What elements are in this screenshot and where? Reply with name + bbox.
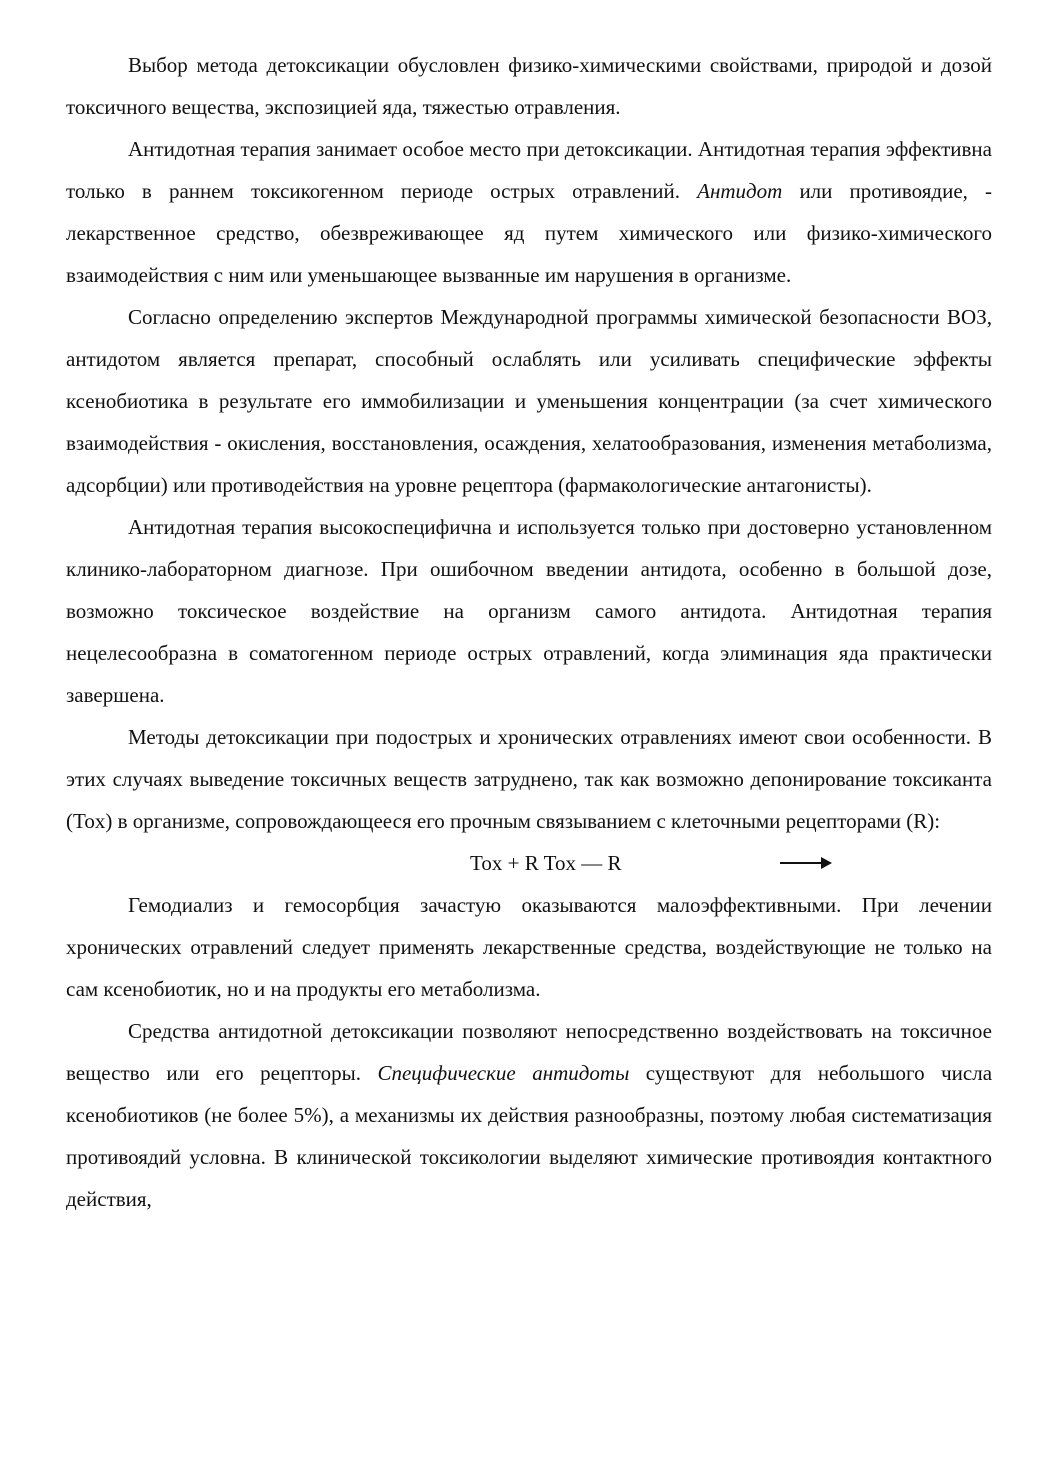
term-specific-antidotes: Специфические антидоты	[377, 1061, 630, 1085]
right-arrow-icon	[780, 856, 832, 870]
paragraph-hemodialysis: Гемодиализ и гемосорбция зачастую оказываются малоэффективными. При лечении хронических отравлений следует применять лекарственные средства, воздействующие не только на сам ксенобиотик, но и на продукты его метаболизма.	[66, 893, 992, 1001]
binding-formula: Tox + R Tox — R	[470, 851, 622, 875]
paragraph-text: Средства антидотной детоксикации позволяют непосредственно воздействовать на токсичное вещество или его рецепторы.	[66, 1019, 992, 1085]
formula-row	[66, 842, 992, 884]
term-antidote: Антидот	[697, 179, 783, 203]
paragraph-text: существуют для небольшого числа ксенобиотиков (не более 5%), а механизмы их действия разнообразны, поэтому любая систематизация противоядий условна. В клинической токсикологии выделяют химические противоядия контактного действия,	[66, 1061, 993, 1211]
paragraph-chronic-poisoning-methods: Методы детоксикации при подострых и хронических отравлениях имеют свои особенности. В этих случаях выведение токсичных веществ затруднено, так как возможно депонирование токсиканта (Tox) в организме, сопровождающееся его прочным связыванием с клеточными рецепторами (R):	[66, 725, 992, 833]
paragraph-text: или противоядие, - лекарственное средство, обезвреживающее яд путем химического или физико-химического взаимодействия с ним или уменьшающее вызванные им нарушения в организме.	[66, 179, 993, 287]
paragraph-detox-method-choice: Выбор метода детоксикации обусловлен физико-химическими свойствами, природой и дозой токсичного вещества, экспозицией яда, тяжестью отравления.	[66, 53, 992, 119]
paragraph-text: Антидотная терапия занимает особое место при детоксикации. Антидотная терапия эффективна только в раннем токсикогенном периоде острых отравлений.	[66, 137, 992, 203]
paragraph-antidote-detox-means	[66, 1010, 992, 1220]
document-page	[66, 44, 992, 1220]
paragraph-who-definition: Согласно определению экспертов Международной программы химической безопасности ВОЗ, антидотом является препарат, способный ослаблять или усиливать специфические эффекты ксенобиотика в результате его иммобилизации и уменьшения концентрации (за счет химического взаимодействия - окисления, восстановления, осаждения, хелатообразования, изменения метаболизма, адсорбции) или противодействия на уровне рецептора (фармакологические антагонисты).	[66, 305, 992, 497]
paragraph-antidote-specificity: Антидотная терапия высокоспецифична и используется только при достоверно установленном клинико-лабораторном диагнозе. При ошибочном введении антидота, особенно в большой дозе, возможно токсическое воздействие на организм самого антидота. Антидотная терапия нецелесообразна в соматогенном периоде острых отравлений, когда элиминация яда практически завершена.	[66, 515, 992, 707]
paragraph-antidote-therapy	[66, 128, 992, 296]
